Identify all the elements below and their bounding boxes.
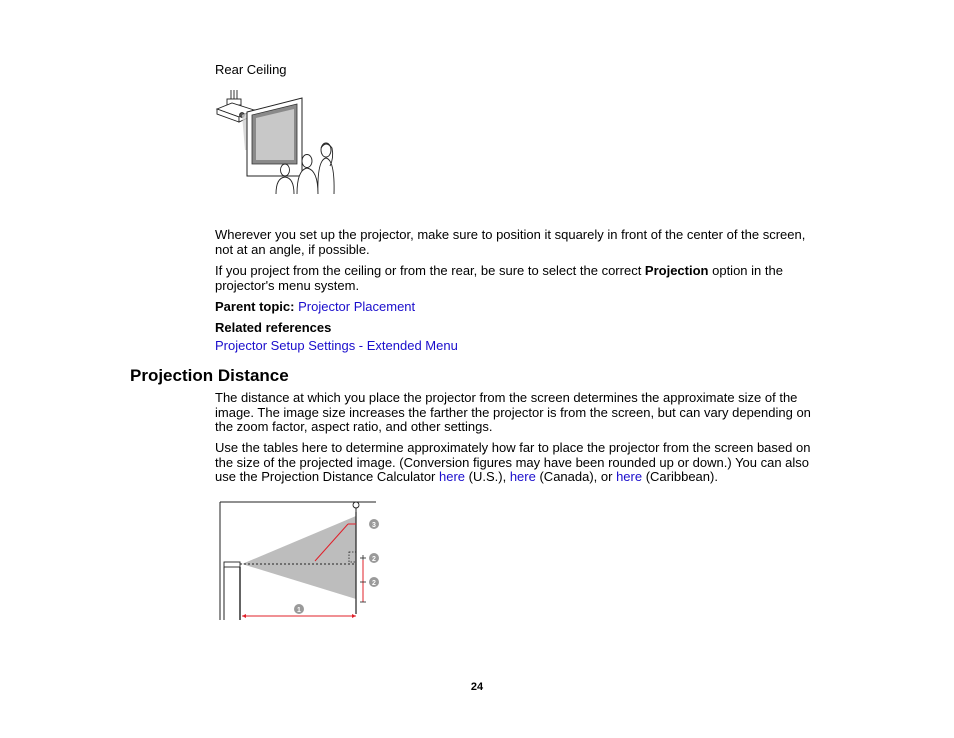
caribbean-calculator-link[interactable]: here	[616, 469, 643, 484]
related-heading: Related references	[215, 320, 332, 335]
callout-1-label: 1	[297, 607, 301, 614]
page-number: 24	[470, 681, 484, 693]
canada-calculator-link[interactable]: here	[509, 469, 536, 484]
text: (Canada), or	[535, 469, 617, 484]
callout-2-label-lower: 2	[372, 580, 376, 587]
related-references-heading	[215, 320, 331, 335]
projection-option-paragraph	[215, 264, 825, 293]
section-title: Projection Distance	[130, 366, 289, 385]
related-references-list	[215, 338, 458, 353]
parent-topic	[215, 299, 415, 314]
projection-term: Projection	[644, 263, 709, 278]
text: option in the projector's menu system.	[215, 263, 783, 293]
projection-distance-diagram	[215, 498, 385, 622]
tables-paragraph	[215, 441, 825, 485]
figure-caption: Rear Ceiling	[215, 62, 287, 77]
callout-3-label: 3	[372, 522, 376, 529]
distance-paragraph: The distance at which you place the projector from the screen determines the approximate size of the image. The image size increases the farther the projector is from the screen, but can vary depending on the zoom factor, aspect ratio, and other settings.	[215, 390, 811, 434]
text: Use the tables here to determine approximately how far to place the projector from the screen based on the size of the projected image. (Conversion figures may have been rounded up or down.) You can also use the Projection Distance Calculator	[215, 440, 811, 484]
callout-2-label-upper: 2	[372, 556, 376, 563]
projector-setup-settings-link[interactable]: Projector Setup Settings - Extended Menu	[215, 338, 458, 353]
text: (Caribbean).	[642, 469, 718, 484]
placement-paragraph: Wherever you set up the projector, make sure to position it squarely in front of the center of the screen, not at an angle, if possible.	[215, 227, 806, 257]
rear-ceiling-illustration	[212, 88, 340, 198]
parent-topic-label: Parent topic:	[215, 299, 295, 314]
projector-placement-link[interactable]: Projector Placement	[298, 299, 416, 314]
text: If you project from the ceiling or from the rear, be sure to select the correct	[215, 263, 645, 278]
us-calculator-link[interactable]: here	[439, 469, 466, 484]
text: (U.S.),	[465, 469, 510, 484]
